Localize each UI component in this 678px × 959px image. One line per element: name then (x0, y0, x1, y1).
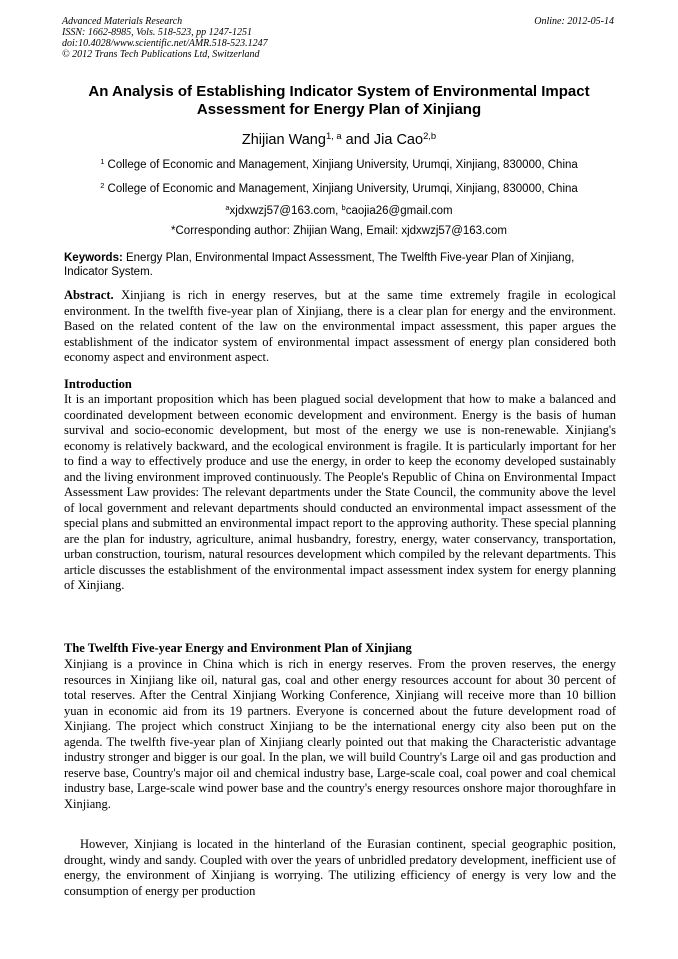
plan-paragraph-1: Xinjiang is a province in China which is rich in energy reserves. From the proven reserves, the energy resources in Xinjiang like oil, natural gas, coal and other energy resources account for about 30 percent of total reserves. After the Central Xinjiang Working Conference, Xinjiang will receive more than 10 billion yuan in economic aid from its 19 partners. Everyone is concerned about the future development road of Xinjiang. The project which construct Xinjiang to be the international energy city also been put on the agenda. The twelfth five-year plan of Xinjiang clearly pointed out that making the Characteristic advantage industry stronger and bigger is our goal. In the plan, we will build Country's Large oil and gas production and reserve base, Country's major oil and chemical industry base, Large-scale coal, coal power and coal chemical industry base, Large-scale wind power base and the country's energy resources onshore major thoroughfare in Xinjiang. (64, 657, 616, 811)
journal-doi: doi:10.4028/www.scientific.net/AMR.518-523.1247 (62, 38, 268, 49)
online-date: Online: 2012-05-14 (534, 16, 614, 27)
plan-paragraph-2: However, Xinjiang is located in the hinterland of the Eurasian continent, special geographic position, drought, windy and sandy. Coupled with over the years of unbridled predatory development, inefficient use of energy, the environment of Xinjiang is worrying. The utilizing efficiency of energy is very low and the consumption of energy per production (64, 837, 616, 898)
email-a-sup: a (225, 202, 230, 212)
affiliation-2-num: 2 (100, 180, 105, 190)
email-line (40, 204, 638, 218)
introduction-paragraph: It is an important proposition which has been plagued social development that how to make a balanced and coordinated development between economic development and environment. Energy is the basis of human survival and socio-economic development, but most of the energy we use is non-renewable. Xinjiang's economy is relatively backward, and the ecological environment is fragile. It is particularly important for her to find a way to effectively produce and use the energy, in order to keep the economy developed sustainably and the living environment improved continuously. The People's Republic of China on Environmental Impact Assessment Law provides: The relevant departments under the State Council, the community above the level of local government and relevant departments should conducted an environmental impact assessment of the special plans and submitted an environmental impact report to the approving authority. These special planning are the plan for industry, agriculture, animal husbandry, forestry, energy, water conservancy, transportation, urban construction, tourism, natural resources development which compiled by the relevant departments. This article discusses the establishment of the environmental impact assessment index system for energy planning of Xinjiang. (64, 392, 616, 592)
author-1: Zhijian Wang (241, 132, 326, 148)
author-line (40, 131, 638, 149)
journal-name: Advanced Materials Research (62, 16, 183, 27)
abstract-text: Xinjiang is rich in energy reserves, but at the same time extremely fragile in ecological environment. In the twelfth five-year plan of Xinjiang, there is a clear plan for energy and the environment. Based on the related content of the law on the environmental impact assessment, this paper argues the establishment of the indicator system of environmental impact assessment of energy plan considered both economy aspect and environment aspect. (64, 288, 616, 364)
affiliation-1 (40, 158, 638, 172)
journal-copyright: © 2012 Trans Tech Publications Ltd, Switzerland (62, 49, 260, 60)
author-2-sup: 2,b (423, 129, 437, 141)
email-a: xjdxwzj57@163.com, (229, 205, 342, 217)
author-2: Jia Cao (373, 132, 424, 148)
email-b-sup: b (341, 202, 346, 212)
keywords-text: Energy Plan, Environmental Impact Assessment, The Twelfth Five-year Plan of Xinjiang, Indicator System. (64, 252, 575, 278)
abstract-label: Abstract. (64, 288, 114, 302)
author-1-sup: 1, a (325, 129, 342, 141)
section-heading-introduction: Introduction (64, 377, 132, 391)
affiliation-2 (40, 182, 638, 196)
section-heading-plan: The Twelfth Five-year Energy and Environment Plan of Xinjiang (64, 641, 412, 655)
affiliation-1-text: College of Economic and Management, Xinjiang University, Urumqi, Xinjiang, 830000, China (104, 159, 578, 171)
email-b: caojia26@gmail.com (345, 205, 453, 217)
keywords (64, 251, 616, 279)
journal-issn: ISSN: 1662-8985, Vols. 518-523, pp 1247-1251 (62, 27, 252, 38)
corresponding-author: *Corresponding author: Zhijian Wang, Email: xjdxwzj57@163.com (171, 225, 507, 237)
abstract (64, 288, 616, 366)
affiliation-2-text: College of Economic and Management, Xinjiang University, Urumqi, Xinjiang, 830000, China (104, 183, 578, 195)
paper-title: An Analysis of Establishing Indicator System of Environmental Impact Assessment for Energy Plan of Xinjiang (88, 83, 590, 118)
affiliation-1-num: 1 (100, 156, 105, 166)
journal-header (62, 16, 268, 60)
keywords-label: Keywords: (64, 252, 123, 264)
author-and: and (341, 132, 374, 148)
